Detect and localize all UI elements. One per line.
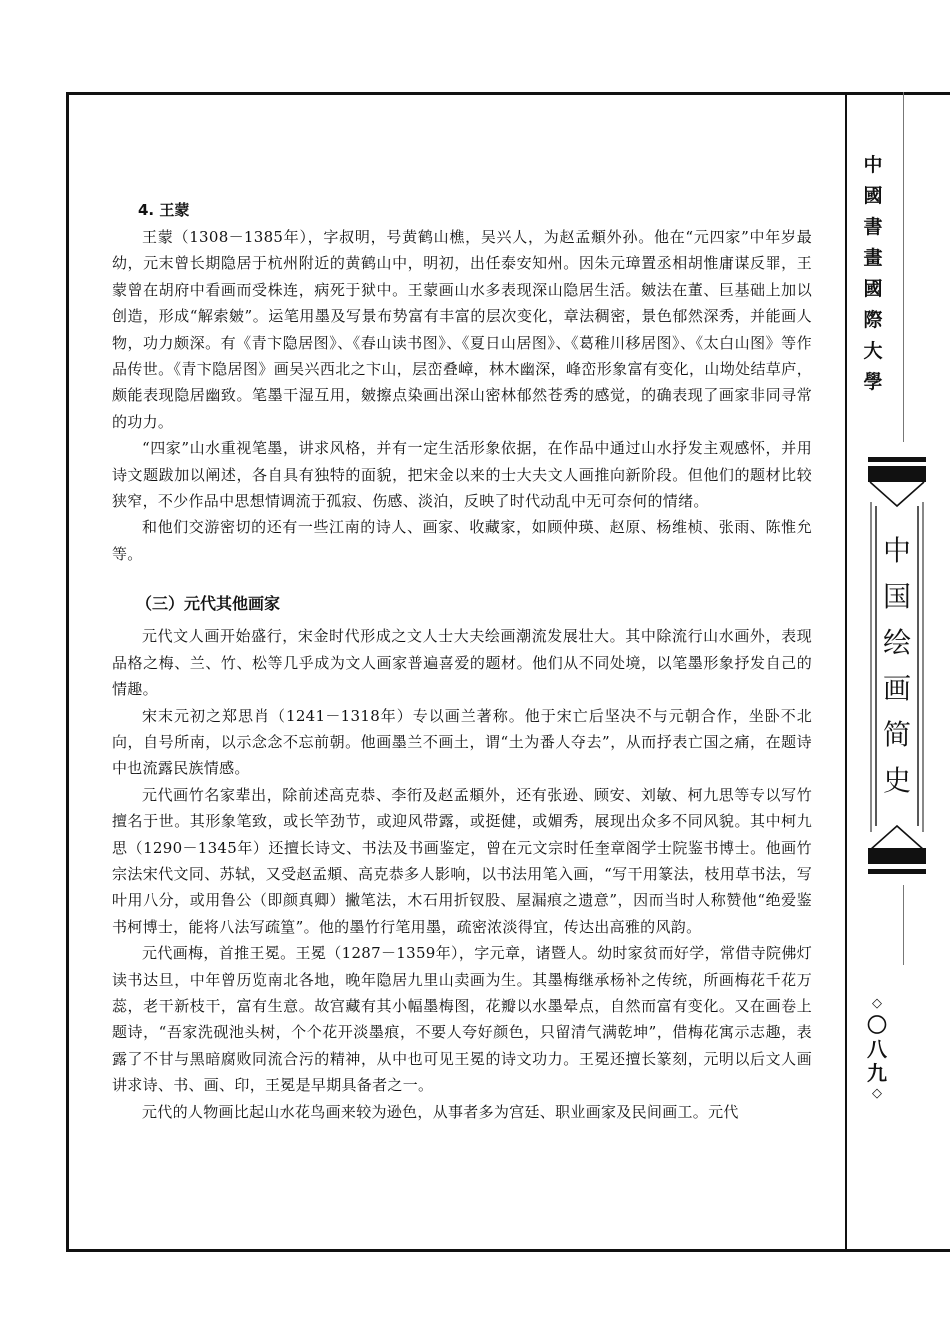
page-number (857, 995, 897, 1103)
school-char: 大 (863, 340, 883, 362)
title-char: 画 (882, 672, 911, 705)
school-char: 際 (863, 309, 883, 331)
book-title-vertical (868, 528, 926, 804)
paragraph: 元代的人物画比起山水花鸟画来较为逊色，从事者多为宫廷、职业画家及民间画工。元代 (142, 1102, 739, 1121)
title-char: 绘 (882, 626, 911, 659)
paragraph: 元代画梅，首推王冕。王冕（1287－1359年），字元章，诸暨人。幼时家贫而好学，常借寺院佛灯读书达旦，中年曾历览南北各地，晚年隐居九里山卖画为生。其墨梅继承杨补之传统，所画梅花千花万蕊，老干新枝干，富有生意。故宫藏有其小幅墨梅图，花瓣以水墨晕点，自然而富有变化。又在画卷上题诗，“吾家洗砚池头树，个个花开淡墨痕，不要人夸好颜色，只留清气满乾坤”，借梅花寓示志趣，表露了不甘与黑暗腐败同流合污的精神，从中也可见王冕的诗文功力。王冕还擅长篆刻，元明以后文人画讲求诗、书、画、印，王冕是早期具备者之一。 (112, 944, 812, 1095)
school-name-vertical (860, 150, 886, 398)
school-char: 學 (863, 371, 883, 393)
paragraph: 宋末元初之郑思肖（1241－1318年）专以画兰著称。他于宋亡后坚决不与元朝合作，坐卧不北向，自号所南，以示念念不忘前朝。他画墨兰不画土，谓“土为番人夺去”，从而抒表亡国之痛，在题诗中也流露民族情感。 (112, 706, 812, 778)
title-char: 史 (882, 764, 911, 797)
title-char: 国 (882, 580, 911, 613)
ornament-bar (868, 869, 926, 874)
title-char: 中 (882, 534, 911, 567)
margin-divider (845, 92, 847, 1252)
section-title: （三）元代其他画家 (136, 594, 281, 614)
school-char: 書 (863, 216, 883, 238)
paragraph: 元代文人画开始盛行，宋金时代形成之文人士大夫绘画潮流发展壮大。其中除流行山水画外，表现品格之梅、兰、竹、松等几乎成为文人画家普遍喜爱的题材。他们从不同处境，以笔墨形象抒发自己的情趣。 (112, 627, 812, 699)
paragraph: 元代画竹名家辈出，除前述高克恭、李衎及赵孟頫外，还有张逊、顾安、刘敏、柯九思等专以写竹擅名于世。其形象笔致，或长竿劲节，或迎风带露，或挺健，或媚秀，展现出众多不同风貌。其中柯九思（1290－1345年）还擅长诗文、书法及书画鉴定，曾在元文宗时任奎章阁学士院鉴书博士。他画竹宗法宋代文同、苏轼，又受赵孟頫、高克恭多人影响，以书法用笔入画，“写干用篆法，枝用草书法，写叶用八分，或用鲁公（即颜真卿）撇笔法，木石用折钗股、屋漏痕之遗意”，因而当时人称赞他“绝爱鉴书柯博士，能将八法写疏篁”。他的墨竹行笔用墨，疏密浓淡得宜，传达出高雅的风韵。 (112, 785, 812, 936)
page-digit: 九 (867, 1061, 887, 1085)
page-digit: 〇 (867, 1013, 887, 1037)
margin-rule (903, 885, 904, 965)
school-char: 中 (863, 154, 883, 176)
main-text (112, 200, 812, 1125)
diamond-icon: ◇ (872, 996, 882, 1011)
ornament-bar (868, 457, 926, 462)
diamond-icon: ◇ (872, 1086, 882, 1101)
school-char: 國 (863, 278, 883, 300)
margin-rule (903, 92, 904, 442)
paragraph: 王蒙（1308－1385年），字叔明，号黄鹤山樵，吴兴人，为赵孟頫外孙。他在“元四家”中年岁最幼，元末曾长期隐居于杭州附近的黄鹤山中，明初，出任泰安知州。因朱元璋置丞相胡惟庸谋反罪，王蒙曾在胡府中看画而受株连，病死于狱中。王蒙画山水多表现深山隐居生活。皴法在董、巨基础上加以创造，形成“解索皴”。运笔用墨及写景布势富有丰富的层次变化，章法稠密，景色郁然深秀，并能画人物，功力颇深。有《青卞隐居图》、《春山读书图》、《夏日山居图》、《葛稚川移居图》、《太白山图》等作品传世。《青卞隐居图》画吴兴西北之卞山，层峦叠嶂，林木幽深，峰峦形象富有变化，山坳处结草庐，颇能表现隐居幽致。笔墨干湿互用，皴擦点染画出深山密林郁然苍秀的感觉，的确表现了画家非同寻常的功力。 (112, 228, 812, 431)
subsection-heading: 4. 王蒙 (138, 201, 190, 219)
paragraph: 和他们交游密切的还有一些江南的诗人、画家、收藏家，如顾仲瑛、赵原、杨维桢、张雨、陈惟允等。 (112, 518, 812, 563)
school-char: 國 (863, 185, 883, 207)
page-digit: 八 (867, 1037, 887, 1061)
ornament-bar (868, 848, 926, 864)
title-char: 简 (882, 718, 911, 751)
paragraph: “四家”山水重视笔墨，讲求风格，并有一定生活形象依据，在作品中通过山水抒发主观感怀，并用诗文题跋加以阐述，各自具有独特的面貌，把宋金以来的士大夫文人画推向新阶段。但他们的题材比较狭窄，不少作品中思想情调流于孤寂、伤感、淡泊，反映了时代动乱中无可奈何的情绪。 (112, 439, 812, 511)
school-char: 畫 (863, 247, 883, 269)
